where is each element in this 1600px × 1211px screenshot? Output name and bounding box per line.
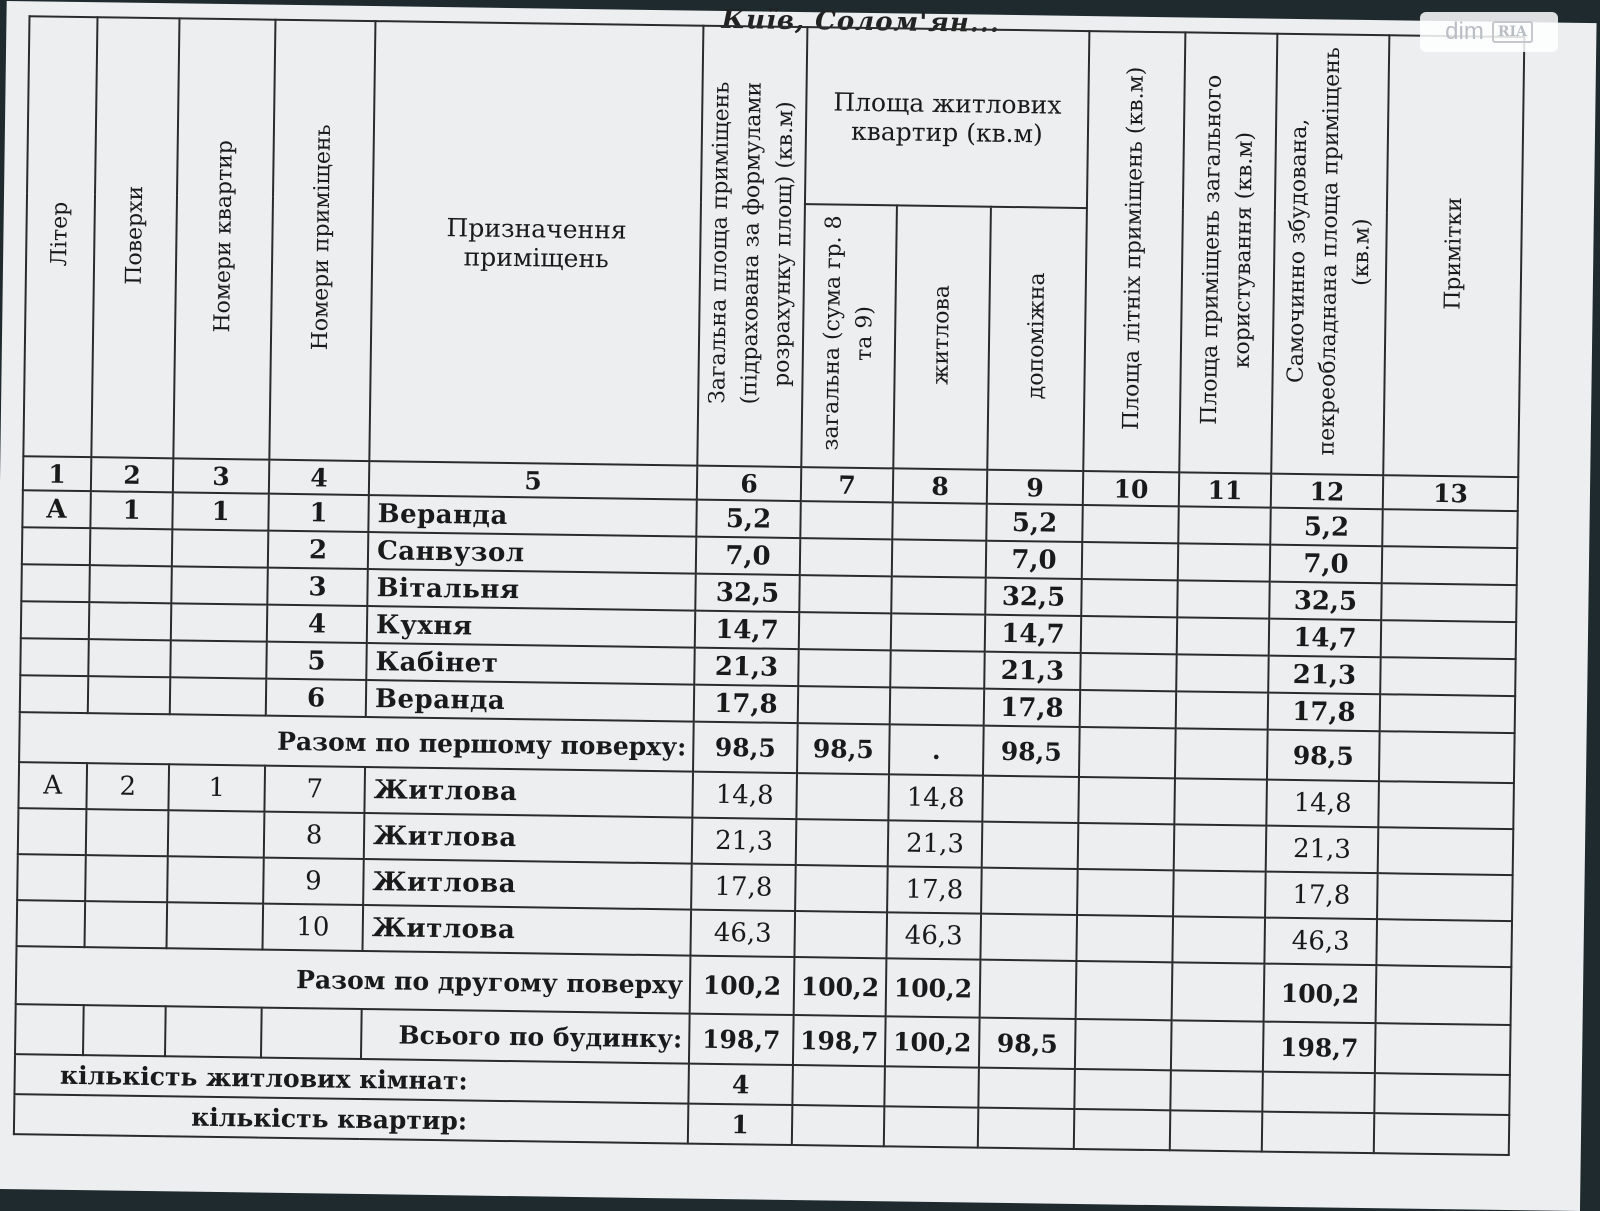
cell-c12: 17,8 [1268, 693, 1381, 732]
cell-c13 [1378, 781, 1514, 829]
cell-kvartyra: 1 [172, 492, 269, 530]
cell-c12: 21,3 [1268, 656, 1381, 695]
cell-c7 [800, 501, 893, 539]
cell-c10 [1076, 915, 1173, 962]
cell-c9: 21,3 [984, 652, 1081, 690]
header-zahalna-sub: загальна (сума гр. 8 та 9) [801, 204, 897, 468]
cell-litera [20, 675, 89, 713]
cell-kvartyra [170, 640, 267, 678]
header-pryznachennia: Призначення приміщень [369, 21, 703, 466]
cell-c8 [890, 650, 985, 688]
cell-litera [21, 601, 90, 639]
cell-litera: А [22, 490, 91, 528]
cell-c9: 5,2 [986, 504, 1083, 542]
cell-kvartyra [168, 810, 265, 857]
cell-c6: 46,3 [690, 910, 795, 957]
cell-c13 [1381, 583, 1517, 622]
cell-kvartyra [167, 902, 264, 949]
building-total-c7: 198,7 [793, 1015, 886, 1066]
column-number: 10 [1083, 471, 1179, 506]
floor1-total-c6: 98,5 [693, 722, 798, 773]
cell-kvartyra [172, 529, 269, 567]
watermark-text: dim [1445, 18, 1484, 45]
cell-c7 [795, 865, 888, 912]
column-number: 12 [1271, 474, 1383, 510]
cell-poverkh [88, 676, 171, 714]
cell-c11 [1172, 916, 1265, 963]
cell-name: Житлова [363, 859, 692, 910]
cell-c8 [892, 539, 987, 577]
column-number: 3 [173, 458, 269, 493]
column-number: 6 [697, 466, 801, 501]
cell-nomer: 5 [266, 642, 367, 680]
cell-c7 [796, 773, 889, 820]
cell-c12: 46,3 [1264, 918, 1377, 966]
cell-litera [22, 527, 91, 565]
cell-nomer: 1 [268, 494, 369, 532]
cell-c12: 21,3 [1266, 826, 1379, 874]
cell-c12: 17,8 [1265, 872, 1378, 920]
column-number: 4 [269, 460, 369, 495]
building-total-c10 [1075, 1019, 1172, 1070]
room-explication-table [13, 15, 1526, 1156]
cell-c9 [982, 822, 1079, 869]
cell-c6: 17,8 [691, 864, 796, 911]
header-zhytlova-sub: житлова [893, 205, 991, 469]
flats-count-value: 1 [688, 1104, 793, 1145]
cell-kvartyra [170, 677, 267, 715]
cell-c8: 21,3 [888, 820, 983, 867]
cell-c10 [1080, 690, 1177, 728]
column-number: 2 [91, 457, 173, 492]
floor2-total-c8: 100,2 [886, 958, 981, 1017]
cell-c13 [1382, 509, 1518, 548]
cell-nomer: 2 [268, 531, 369, 569]
empty-cell [165, 1006, 262, 1057]
cell-nomer: 7 [264, 766, 365, 813]
flats-count-label: кількість квартир: [14, 1094, 688, 1143]
cell-c13 [1382, 546, 1518, 585]
cell-c9: 14,7 [985, 615, 1082, 653]
cell-c9: 32,5 [985, 578, 1082, 616]
cell-litera [18, 808, 87, 855]
cell-c8: 17,8 [887, 866, 982, 913]
cell-name: Кухня [367, 606, 695, 648]
cell-poverkh: 1 [90, 491, 173, 529]
cell-c12: 5,2 [1270, 508, 1383, 547]
cell-name: Веранда [368, 495, 696, 537]
cell-c11 [1174, 778, 1267, 825]
cell-c6: 5,2 [696, 500, 801, 538]
cell-c6: 14,8 [692, 772, 797, 819]
building-total-c8: 100,2 [885, 1016, 980, 1067]
cell-c11 [1177, 580, 1270, 618]
cell-c6: 32,5 [695, 574, 800, 612]
cell-litera: А [18, 762, 87, 809]
cell-litera [17, 854, 86, 901]
cell-poverkh [88, 639, 171, 677]
header-litera: Літер [23, 16, 97, 457]
cell-poverkh [85, 901, 168, 948]
cell-nomer: 4 [267, 605, 368, 643]
header-ploshcha-zhytlovykh: Площа житлових квартир (кв.м) [805, 27, 1089, 208]
header-prymitky: Примітки [1383, 35, 1524, 477]
floor2-total-c11 [1172, 962, 1265, 1021]
cell-c6: 7,0 [696, 537, 801, 575]
floor2-total-c13 [1376, 965, 1512, 1025]
floor1-total-c9: 98,5 [983, 726, 1080, 777]
cell-kvartyra [167, 856, 264, 903]
cell-c10 [1080, 653, 1177, 691]
floor2-total-c10 [1076, 961, 1173, 1020]
column-number: 13 [1383, 475, 1518, 511]
cell-c6: 21,3 [692, 818, 797, 865]
column-number: 1 [23, 456, 91, 491]
cell-c7 [798, 649, 891, 687]
cell-poverkh [90, 528, 173, 566]
cell-c10 [1078, 823, 1175, 870]
cell-c9: 17,8 [984, 689, 1081, 727]
cell-name: Кабінет [366, 643, 694, 685]
building-total-c13 [1375, 1023, 1511, 1075]
floor1-total-c12: 98,5 [1267, 730, 1380, 782]
cell-c7 [799, 612, 892, 650]
cell-c9 [982, 776, 1079, 823]
watermark-badge: RIA [1492, 21, 1533, 43]
cell-c10 [1082, 542, 1179, 580]
cell-c8 [890, 687, 985, 725]
building-total-c12: 198,7 [1263, 1022, 1376, 1074]
empty-cell [83, 1005, 166, 1056]
cell-c11 [1173, 870, 1266, 917]
document-sheet [0, 1, 1597, 1211]
header-nomery-prymishchen: Номери приміщень [269, 20, 375, 461]
cell-c12: 32,5 [1269, 582, 1382, 621]
cell-c7 [794, 911, 887, 958]
header-nomery-kvartyr: Номери квартир [173, 18, 275, 459]
floor2-total-c9 [980, 960, 1077, 1019]
floor2-total-c7: 100,2 [794, 957, 887, 1016]
cell-poverkh [89, 565, 172, 603]
cell-poverkh [86, 809, 169, 856]
cell-c13 [1377, 873, 1513, 921]
cell-kvartyra [171, 603, 268, 641]
cell-c13 [1376, 919, 1512, 967]
header-litni: Площа літніх приміщень (кв.м) [1083, 31, 1185, 472]
column-number: 5 [369, 461, 697, 500]
cell-c13 [1380, 694, 1516, 733]
floor1-total-c13 [1379, 731, 1515, 783]
cell-nomer: 10 [262, 904, 363, 951]
cell-c7 [800, 538, 893, 576]
cell-c11 [1174, 824, 1267, 871]
floor1-total-label: Разом по першому поверху: [19, 712, 694, 771]
column-number: 7 [801, 467, 893, 502]
floor2-total-c12: 100,2 [1264, 964, 1377, 1024]
cell-c7 [798, 686, 891, 724]
header-zahalna-ploshcha: Загальна площа приміщень (підрахована за формулами розрахунку площ) (кв.м) [697, 26, 807, 467]
cell-c12: 14,7 [1269, 619, 1382, 658]
cell-c13 [1380, 657, 1516, 696]
document-title-fragment: Київ, Солом'ян... [721, 4, 1001, 39]
floor2-total-c6: 100,2 [690, 956, 795, 1015]
cell-c10 [1082, 505, 1179, 543]
header-zahalnoho-korystuvannia: Площа приміщень загального користування (кв.м) [1179, 32, 1277, 473]
cell-nomer: 8 [264, 812, 365, 859]
cell-c8: 46,3 [886, 912, 981, 959]
cell-c11 [1177, 617, 1270, 655]
cell-c10 [1078, 777, 1175, 824]
cell-c10 [1081, 579, 1178, 617]
cell-nomer: 9 [263, 858, 364, 905]
cell-c11 [1176, 691, 1269, 729]
cell-poverkh: 2 [86, 763, 169, 810]
cell-kvartyra: 1 [168, 764, 265, 811]
cell-c13 [1381, 620, 1517, 659]
cell-poverkh [89, 602, 172, 640]
floor1-total-c11 [1175, 728, 1268, 779]
cell-kvartyra [171, 566, 268, 604]
cell-litera [21, 564, 90, 602]
column-number: 8 [893, 468, 987, 503]
cell-c11 [1176, 654, 1269, 692]
empty-cell [261, 1008, 362, 1059]
cell-c6: 17,8 [694, 685, 799, 723]
cell-c12: 7,0 [1270, 545, 1383, 584]
cell-c13 [1378, 827, 1514, 875]
watermark-logo [1420, 12, 1558, 52]
cell-c10 [1077, 869, 1174, 916]
cell-c12: 14,8 [1266, 780, 1379, 828]
cell-litera [17, 900, 86, 947]
cell-c9 [980, 914, 1077, 961]
floor1-total-c10 [1079, 727, 1176, 778]
cell-c9 [981, 868, 1078, 915]
header-dopomizhna-sub: допоміжна [987, 207, 1087, 471]
cell-name: Житлова [362, 905, 691, 956]
cell-c6: 21,3 [694, 648, 799, 686]
rooms-count-value: 4 [688, 1064, 793, 1105]
cell-name: Вітальня [367, 569, 695, 611]
floor1-total-c7: 98,5 [797, 723, 890, 774]
column-number: 11 [1179, 472, 1271, 507]
cell-c10 [1081, 616, 1178, 654]
cell-c9: 7,0 [986, 541, 1083, 579]
cell-nomer: 6 [266, 679, 367, 717]
floor2-total-label: Разом по другому поверху [16, 946, 691, 1013]
floor1-total-c8: . [889, 724, 984, 775]
cell-name: Житлова [364, 813, 693, 864]
cell-c8 [891, 613, 986, 651]
cell-nomer: 3 [267, 568, 368, 606]
building-total-c9: 98,5 [979, 1018, 1076, 1069]
column-number: 9 [987, 470, 1083, 505]
cell-c8 [892, 502, 987, 540]
cell-c7 [799, 575, 892, 613]
empty-cell [15, 1004, 84, 1055]
cell-c7 [796, 819, 889, 866]
building-total-label: Всього по будинку: [361, 1009, 690, 1064]
cell-litera [20, 638, 89, 676]
cell-poverkh [85, 855, 168, 902]
building-total-c6: 198,7 [689, 1014, 794, 1065]
cell-c11 [1178, 543, 1271, 581]
cell-name: Санвузол [368, 532, 696, 574]
cell-name: Веранда [366, 680, 694, 722]
cell-c8: 14,8 [888, 774, 983, 821]
header-poverkhy: Поверхи [91, 17, 179, 458]
building-total-c11 [1171, 1020, 1264, 1071]
cell-name: Житлова [364, 767, 693, 818]
cell-c6: 14,7 [695, 611, 800, 649]
cell-c8 [891, 576, 986, 614]
rooms-count-label: кількість житлових кімнат: [14, 1054, 688, 1103]
header-samochynno: Самочинно збудована, пекреобладнана площа приміщень (кв.м) [1271, 34, 1389, 476]
cell-c11 [1178, 506, 1271, 544]
